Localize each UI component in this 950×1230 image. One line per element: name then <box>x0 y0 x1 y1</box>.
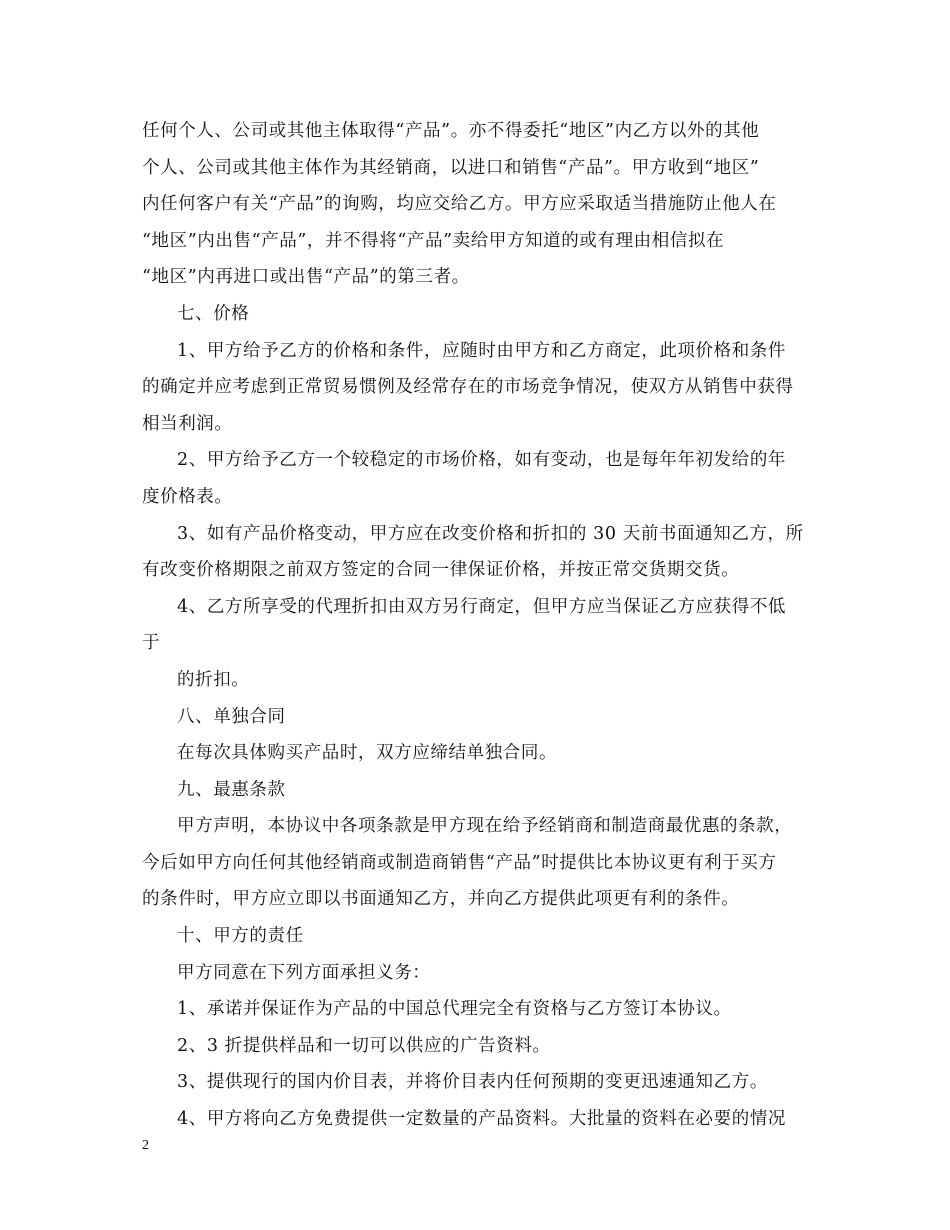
text-line: 的折扣。 <box>177 669 250 690</box>
text-line: 于 <box>142 633 161 654</box>
text-line: 任何个人、公司或其他主体取得“产品”。亦不得委托“地区”内乙方以外的其他 <box>142 121 760 141</box>
text-line: 内任何客户有关“产品”的询购，均应交给乙方。甲方应采取适当措施防止他人在 <box>142 194 777 215</box>
text-line: 1、甲方给予乙方的价格和条件，应随时由甲方和乙方商定，此项价格和条件 <box>177 340 787 361</box>
document-text-block <box>142 113 807 1138</box>
text-line: 度价格表。 <box>142 486 233 507</box>
text-line: 2、3 折提供样品和一切可以供应的广告资料。 <box>177 1035 551 1056</box>
text-line: 4、甲方将向乙方免费提供一定数量的产品资料。大批量的资料在必要的情况 <box>177 1109 787 1130</box>
document-body <box>142 113 807 1138</box>
text-line: 甲方同意在下列方面承担义务： <box>177 962 431 983</box>
text-line: 八、单独合同 <box>177 706 286 727</box>
text-line: 相当利润。 <box>142 413 233 434</box>
text-line: 甲方声明，本协议中各项条款是甲方现在给予经销商和制造商最优惠的条款， <box>177 816 793 837</box>
text-line: 七、价格 <box>177 303 250 324</box>
text-line: “地区”内出售“产品”，并不得将“产品”卖给甲方知道的或有理由相信拟在 <box>142 230 725 251</box>
text-line: 九、最惠条款 <box>177 779 286 800</box>
text-line: 1、承诺并保证作为产品的中国总代理完全有资格与乙方签订本协议。 <box>177 999 732 1020</box>
text-line: 今后如甲方向任何其他经销商或制造商销售“产品”时提供比本协议更有利于买方 <box>142 852 777 873</box>
text-line: 4、乙方所享受的代理折扣由双方另行商定，但甲方应当保证乙方应获得不低 <box>177 596 787 617</box>
text-line: 3、提供现行的国内价目表，并将价目表内任何预期的变更迅速通知乙方。 <box>177 1072 768 1093</box>
text-line: 2、甲方给予乙方一个较稳定的市场价格，如有变动，也是每年年初发给的年 <box>177 450 787 471</box>
text-line: “地区”内再进口或出售“产品”的第三者。 <box>142 267 470 288</box>
text-line: 在每次具体购买产品时，双方应缔结单独合同。 <box>177 743 558 764</box>
text-line: 的条件时，甲方应立即以书面通知乙方，并向乙方提供此项更有利的条件。 <box>142 889 740 910</box>
text-line: 个人、公司或其他主体作为其经销商，以进口和销售“产品”。甲方收到“地区” <box>142 157 760 178</box>
text-line: 十、甲方的责任 <box>177 926 304 947</box>
text-line: 有改变价格期限之前双方签定的合同一律保证价格，并按正常交货期交货。 <box>142 560 740 581</box>
text-line: 的确定并应考虑到正常贸易惯例及经常存在的市场竞争情况，使双方从销售中获得 <box>142 377 794 398</box>
text-line: 3、如有产品价格变动，甲方应在改变价格和折扣的 30 天前书面通知乙方，所 <box>177 523 804 544</box>
page-number: 2 <box>142 1138 149 1153</box>
